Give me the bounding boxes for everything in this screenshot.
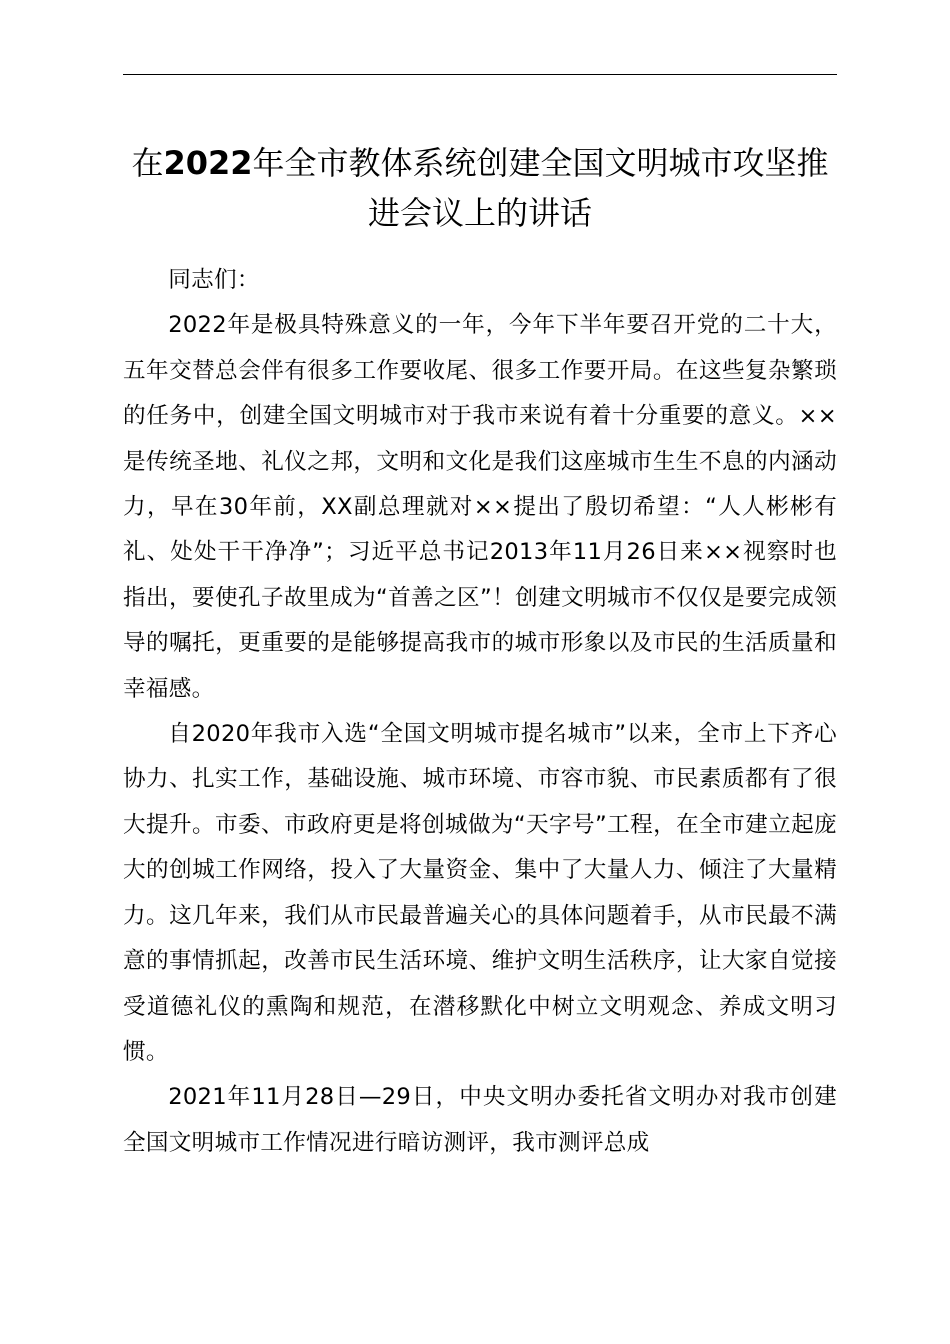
title-year: 2022 [163,144,253,182]
title-suffix: 年全市教体系统创建全国文明城市攻坚推进会议上的讲话 [252,144,829,232]
title-prefix: 在 [131,144,164,182]
page-title [123,138,837,238]
paragraph-3: 2021年11月28日—29日，中央文明办委托省文明办对我市创建全国文明城市工作情况进行暗访测评，我市测评总成 [123,1084,837,1156]
greeting: 同志们： [168,267,260,293]
paragraph-1: 2022年是极具特殊意义的一年，今年下半年要召开党的二十大，五年交替总会伴有很多工作要收尾、很多工作要开局。在这些复杂繁琐的任务中，创建全国文明城市对于我市来说有着十分重要的意义。××是传统圣地、礼仪之邦，文明和文化是我们这座城市生生不息的内涵动力，早在30年前，XX副总理就对××提出了殷切希望：“人人彬彬有礼、处处干干净净”；习近平总书记2013年11月26日来××视察时也指出，要使孔子故里成为“首善之区”！创建文明城市不仅仅是要完成领导的嘱托，更重要的是能够提高我市的城市形象以及市民的生活质量和幸福感。 [123,312,837,702]
paragraph-2: 自2020年我市入选“全国文明城市提名城市”以来，全市上下齐心协力、扎实工作，基础设施、城市环境、市容市貌、市民素质都有了很大提升。市委、市政府更是将创城做为“天字号”工程，在全市建立起庞大的创城工作网络，投入了大量资金、集中了大量人力、倾注了大量精力。这几年来，我们从市民最普遍关心的具体问题着手，从市民最不满意的事情抓起，改善市民生活环境、维护文明生活秩序，让大家自觉接受道德礼仪的熏陶和规范，在潜移默化中树立文明观念、养成文明习惯。 [123,721,837,1065]
header-rule [123,74,837,75]
document-body [123,258,837,1166]
